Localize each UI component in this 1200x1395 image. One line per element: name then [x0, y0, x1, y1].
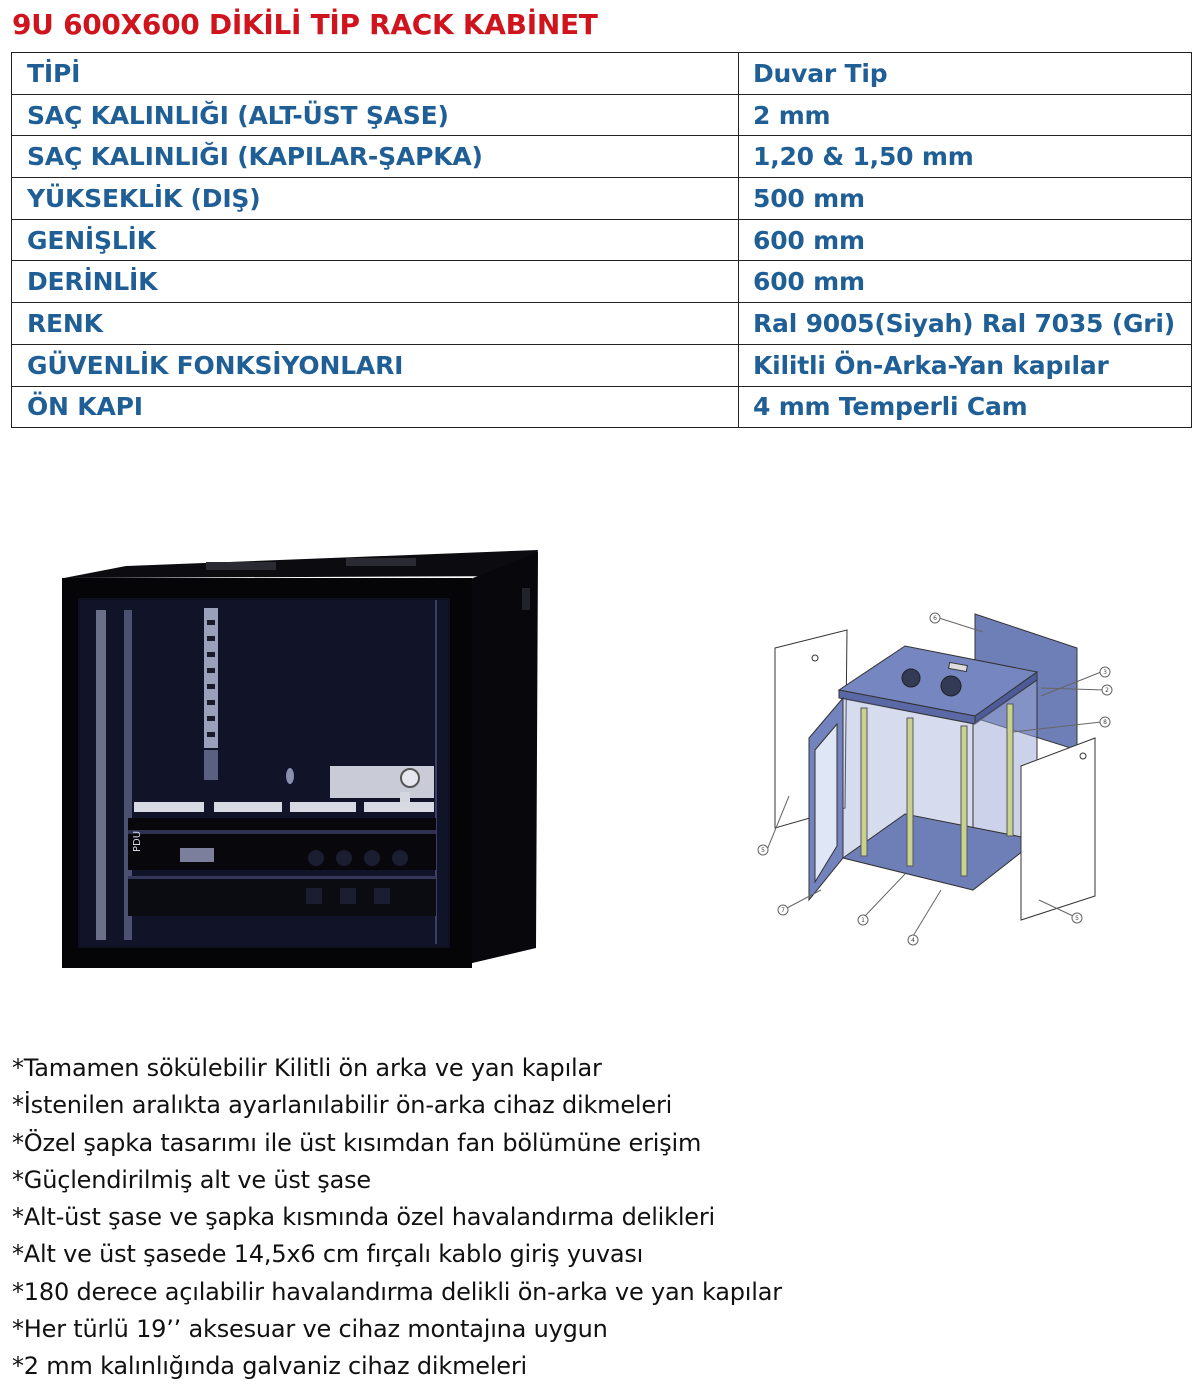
list-item: *180 derece açılabilir havalandırma delikli ön-arka ve yan kapılar [12, 1277, 782, 1306]
page-title: 9U 600X600 DİKİLİ TİP RACK KABİNET [12, 8, 598, 41]
table-row [12, 53, 1192, 95]
spec-label: ÖN KAPI [12, 386, 739, 428]
feature-list [12, 1050, 782, 1386]
list-item: *Alt ve üst şasede 14,5x6 cm fırçalı kablo giriş yuvası [12, 1240, 644, 1269]
table-row [12, 344, 1192, 386]
callout-label: 7 [781, 907, 785, 914]
callout-label: 4 [911, 937, 915, 944]
list-item: *Tamamen sökülebilir Kilitli ön arka ve yan kapılar [12, 1054, 602, 1082]
spec-value: 4 mm Temperli Cam [739, 386, 1192, 428]
callout-label: 2 [1105, 687, 1109, 694]
table-row [12, 386, 1192, 428]
callout-label: 8 [1103, 719, 1107, 726]
spec-label: SAÇ KALINLIĞI (ALT-ÜST ŞASE) [12, 94, 739, 136]
list-item: *Özel şapka tasarımı ile üst kısımdan fan bölümüne erişim [12, 1128, 702, 1157]
table-row [12, 136, 1192, 178]
cabinet-photo [56, 540, 546, 970]
table-row [12, 261, 1192, 303]
spec-value: Ral 9005(Siyah) Ral 7035 (Gri) [739, 303, 1192, 345]
callout-label: 5 [1075, 915, 1079, 922]
list-item: *Alt-üst şase ve şapka kısmında özel havalandırma delikleri [12, 1203, 715, 1232]
callout-label: 1 [861, 917, 865, 924]
table-row [12, 178, 1192, 220]
spec-label: YÜKSEKLİK (DIŞ) [12, 178, 739, 220]
spec-label: TİPİ [12, 53, 739, 95]
list-item: *2 mm kalınlığında galvaniz cihaz dikmeleri [12, 1352, 527, 1381]
exploded-diagram [745, 600, 1135, 955]
spec-label: GENİŞLİK [12, 219, 739, 261]
spec-value: 600 mm [739, 261, 1192, 303]
spec-value: 1,20 & 1,50 mm [739, 136, 1192, 178]
spec-label: GÜVENLİK FONKSİYONLARI [12, 344, 739, 386]
callout-label: 6 [933, 615, 937, 622]
spec-label: SAÇ KALINLIĞI (KAPILAR-ŞAPKA) [12, 136, 739, 178]
spec-label: DERİNLİK [12, 261, 739, 303]
list-item: *Her türlü 19’’ aksesuar ve cihaz montajına uygun [12, 1315, 608, 1344]
spec-label: RENK [12, 303, 739, 345]
callout-label: 3 [1103, 669, 1107, 676]
pdu-label: PDU [132, 830, 143, 852]
list-item: *Güçlendirilmiş alt ve üst şase [12, 1165, 371, 1194]
table-row [12, 219, 1192, 261]
table-row [12, 94, 1192, 136]
table-row [12, 303, 1192, 345]
list-item: *İstenilen aralıkta ayarlanılabilir ön-arka cihaz dikmeleri [12, 1091, 673, 1120]
spec-value: Duvar Tip [739, 53, 1192, 95]
spec-table [11, 52, 1192, 428]
callout-label: 5 [761, 847, 765, 854]
spec-value: 600 mm [739, 219, 1192, 261]
spec-value: 500 mm [739, 178, 1192, 220]
spec-value: Kilitli Ön-Arka-Yan kapılar [739, 344, 1192, 386]
spec-value: 2 mm [739, 94, 1192, 136]
